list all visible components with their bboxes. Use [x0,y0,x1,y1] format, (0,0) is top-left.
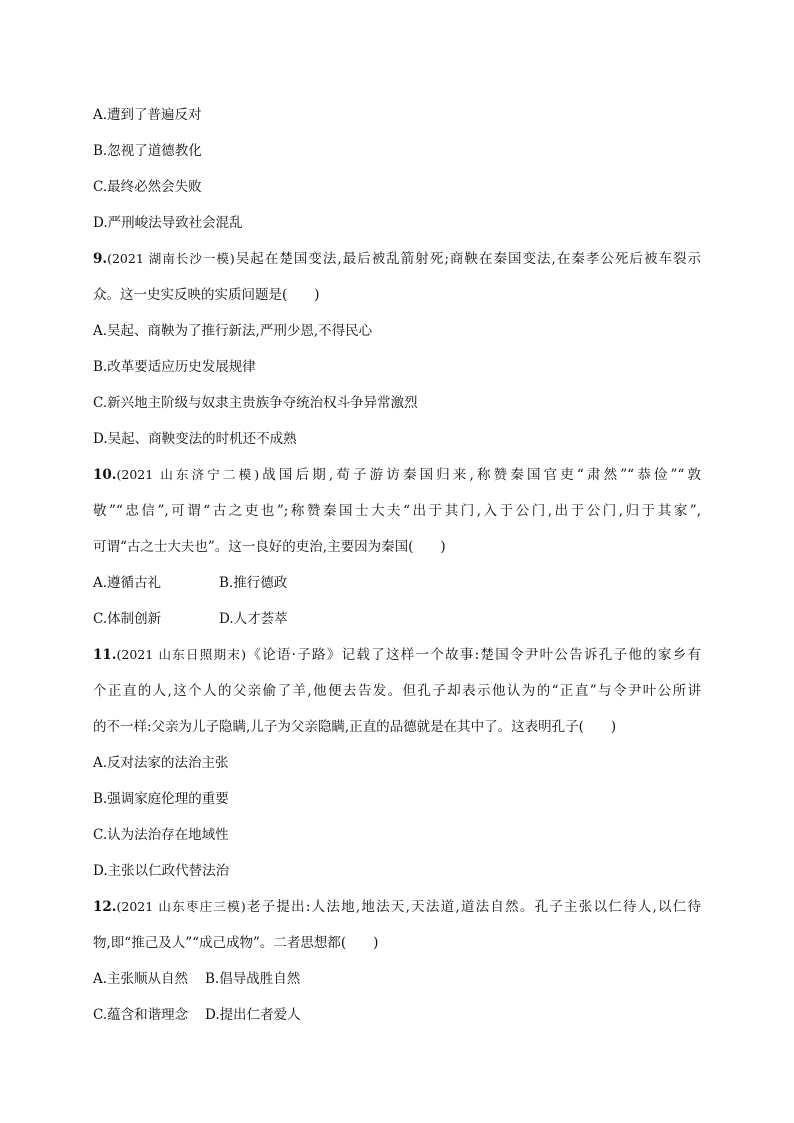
q10-source: (2021 山东济宁二模) [116,467,260,482]
q9-option-d: D.吴起、商鞅变法的时机还不成熟 [93,431,297,447]
q12-options-row1 [93,970,300,988]
q9-source: (2021 湖南长沙一模) [107,251,235,266]
q9-stem-line1 [93,250,701,268]
q11-stem-line2: 个正直的人,这个人的父亲偷了羊,他便去告发。但孔子却表示他认为的“正直”与令尹叶公所讲 [93,683,701,699]
q10-stem-line3: 可谓“古之士大夫也”。这一良好的吏治,主要因为秦国( ) [93,539,446,555]
q12-stem-line1 [93,898,701,916]
q11-number: 11. [93,647,117,663]
q12-options-row2 [93,1006,301,1024]
q8-option-c: C.最终必然会失败 [93,179,202,195]
q12-option-d: D.提出仁者爱人 [205,1007,301,1023]
q11-text1: 《论语·子路》记载了这样一个故事:楚国令尹叶公告诉孔子他的家乡有 [246,647,702,663]
q9-option-c: C.新兴地主阶级与奴隶主贵族争夺统治权斗争异常激烈 [93,395,418,411]
q10-options-row1 [93,574,287,592]
q10-stem-line2: 敬”“忠信”,可谓“古之吏也”;称赞秦国士大夫“出于其门,入于公门,出于公门,归于其家”, [93,503,701,519]
q11-option-c: C.认为法治存在地域性 [93,827,229,843]
q12-source: (2021 山东枣庄三模) [116,899,246,914]
q11-source: (2021 山东日照期末) [116,647,247,662]
q12-number: 12. [93,899,117,915]
q11-option-a: A.反对法家的法治主张 [93,755,229,771]
q9-stem-line2: 众。这一史实反映的实质问题是( ) [93,287,320,303]
q11-stem-line3: 的不一样:父亲为儿子隐瞒,儿子为父亲隐瞒,正直的品德就是在其中了。这表明孔子( ) [93,719,617,735]
q10-option-b: B.推行德政 [219,575,288,591]
q11-option-b: B.强调家庭伦理的重要 [93,791,229,807]
q10-text1: 战国后期,荀子游访秦国归来,称赞秦国官吏“肃然”“恭俭”“敦 [259,467,702,483]
q12-option-c: C.蕴含和谐理念 [93,1007,189,1023]
q10-option-c: C.体制创新 [93,611,162,627]
q9-option-b: B.改革要适应历史发展规律 [93,359,256,375]
q8-option-d: D.严刑峻法导致社会混乱 [93,215,243,231]
q12-stem-line2: 物,即“推己及人”“成己成物”。二者思想都( ) [93,935,379,951]
q9-text1: 吴起在楚国变法,最后被乱箭射死;商鞅在秦国变法,在秦孝公死后被车裂示 [234,251,701,267]
q10-number: 10. [93,467,117,483]
q12-text1: 老子提出:人法地,地法天,天法道,道法自然。孔子主张以仁待人,以仁待 [245,899,701,915]
q8-option-a: A.遭到了普遍反对 [93,107,202,123]
q10-option-d: D.人才荟萃 [219,611,288,627]
q12-option-a: A.主张顺从自然 [93,971,189,987]
q10-options-row2 [93,610,288,628]
q11-option-d: D.主张以仁政代替法治 [93,863,230,879]
q9-option-a: A.吴起、商鞅为了推行新法,严刑少恩,不得民心 [93,323,373,339]
q8-option-b: B.忽视了道德教化 [93,143,202,159]
q9-number: 9. [93,251,108,267]
q10-stem-line1 [93,466,701,484]
q11-stem-line1 [93,646,701,664]
q10-option-a: A.遵循古礼 [93,575,162,591]
q12-option-b: B.倡导战胜自然 [205,971,301,987]
